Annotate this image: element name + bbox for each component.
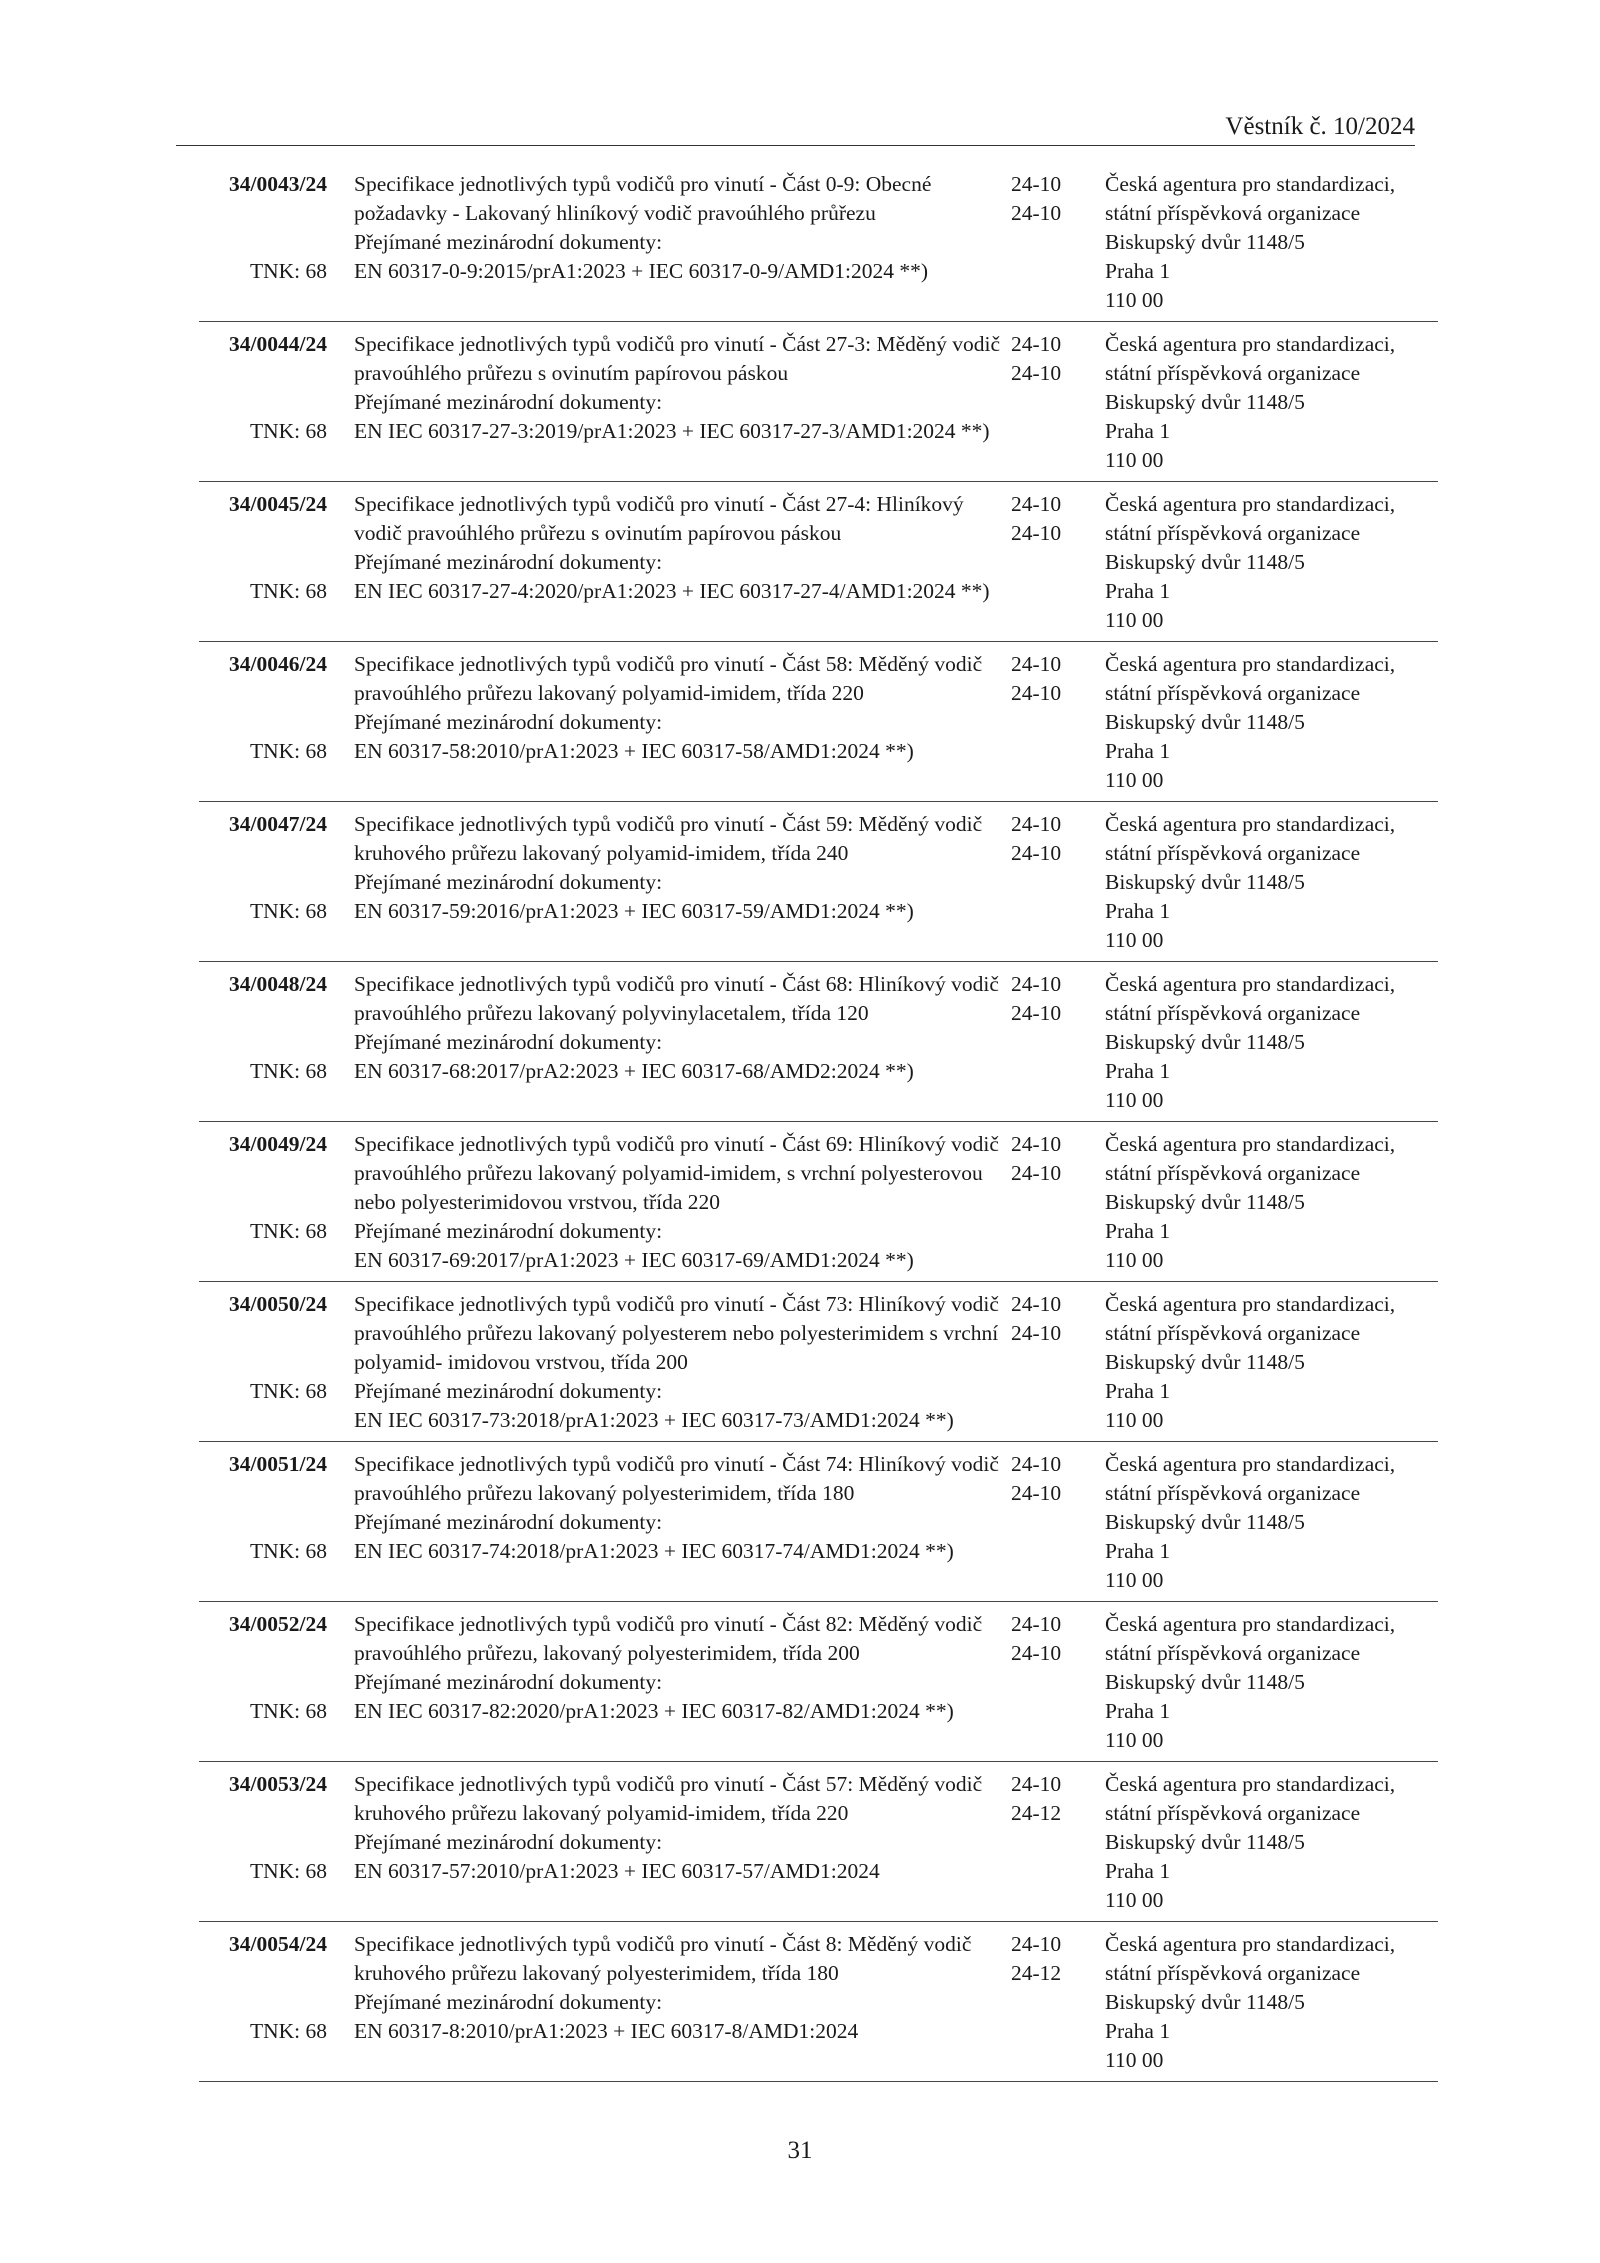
entry-number: 34/0053/24 [229,1772,327,1796]
org-line: Praha 1 [1105,1219,1171,1243]
org-line: Biskupský dvůr 1148/5 [1105,1030,1305,1054]
entry-docs-label: Přejímané mezinárodní dokumenty: [354,230,663,254]
entry-docs: EN IEC 60317-73:2018/prA1:2023 + IEC 60317-73/AMD1:2024 **) [354,1408,954,1432]
entry-docs: EN 60317-58:2010/prA1:2023 + IEC 60317-58/AMD1:2024 **) [354,739,914,763]
entry-tnk: TNK: 68 [249,579,327,603]
org-line: 110 00 [1105,1888,1164,1912]
org-line: 110 00 [1105,928,1164,952]
entry-title: Specifikace jednotlivých typů vodičů pro vinutí - Část 82: Měděný vodič pravoúhlého průřezu, lakovaný polyesterimidem, třída 200 [354,1612,983,1665]
entry-id-cell [199,1770,327,1883]
entry-date-1: 24-10 [1011,1772,1062,1796]
entry-number: 34/0044/24 [229,332,327,356]
entry-date-1: 24-10 [1011,172,1062,196]
entry-row [199,1610,1438,1762]
entry-row [199,330,1438,482]
org-line: Česká agentura pro standardizaci, [1105,1612,1396,1636]
org-line: Praha 1 [1105,1859,1171,1883]
entry-number: 34/0045/24 [229,492,327,516]
entry-tnk: TNK: 68 [249,419,327,443]
entry-number: 34/0048/24 [229,972,327,996]
org-line: Praha 1 [1105,259,1171,283]
entry-title: Specifikace jednotlivých typů vodičů pro vinutí - Část 8: Měděný vodič kruhového průřezu lakovaný polyesterimidem, třída 180 [354,1932,972,1985]
entry-tnk: TNK: 68 [249,2019,327,2043]
org-line: Praha 1 [1105,419,1171,443]
org-line: státní příspěvková organizace [1105,1641,1361,1665]
org-line: 110 00 [1105,1248,1164,1272]
entry-docs: EN 60317-69:2017/prA1:2023 + IEC 60317-69/AMD1:2024 **) [354,1248,914,1272]
entry-title-cell [354,330,1009,446]
entry-title: Specifikace jednotlivých typů vodičů pro vinutí - Část 69: Hliníkový vodič pravoúhlého průřezu lakovaný polyamid-imidem, s vrchní polyesterovou nebo polyesterimidovou vrstvou, třída 220 [354,1132,999,1214]
entry-docs-label: Přejímané mezinárodní dokumenty: [354,1510,663,1534]
entry-date-1: 24-10 [1011,1932,1062,1956]
entry-row [199,170,1438,322]
entry-title-cell [354,170,1009,286]
org-line: 110 00 [1105,1088,1164,1112]
org-line: státní příspěvková organizace [1105,1801,1361,1825]
entry-number: 34/0050/24 [229,1292,327,1316]
entry-id-cell [199,170,327,283]
entry-tnk: TNK: 68 [249,1059,327,1083]
entry-docs-label: Přejímané mezinárodní dokumenty: [354,1219,663,1243]
entry-docs: EN 60317-8:2010/prA1:2023 + IEC 60317-8/AMD1:2024 [354,2019,859,2043]
entry-title: Specifikace jednotlivých typů vodičů pro vinutí - Část 59: Měděný vodič kruhového průřezu lakovaný polyamid-imidem, třída 240 [354,812,983,865]
entry-date-1: 24-10 [1011,1452,1062,1476]
entry-date-1: 24-10 [1011,812,1062,836]
entry-date-2: 24-10 [1011,841,1062,865]
org-line: Praha 1 [1105,579,1171,603]
entry-number: 34/0049/24 [229,1132,327,1156]
entry-id-cell [199,1130,327,1243]
org-line: Biskupský dvůr 1148/5 [1105,230,1305,254]
entry-date-1: 24-10 [1011,652,1062,676]
entry-row [199,650,1438,802]
entry-date-2: 24-12 [1011,1801,1062,1825]
entry-docs: EN IEC 60317-74:2018/prA1:2023 + IEC 60317-74/AMD1:2024 **) [354,1539,954,1563]
org-line: Biskupský dvůr 1148/5 [1105,1350,1305,1374]
entry-dates [1011,970,1081,1028]
org-line: Česká agentura pro standardizaci, [1105,1132,1396,1156]
entry-docs-label: Přejímané mezinárodní dokumenty: [354,390,663,414]
entry-title-cell [354,1770,1009,1886]
entry-docs-label: Přejímané mezinárodní dokumenty: [354,1670,663,1694]
page-header: Věstník č. 10/2024 [1225,113,1415,140]
org-line: státní příspěvková organizace [1105,1161,1361,1185]
entry-id-cell [199,1610,327,1723]
entry-dates [1011,1610,1081,1668]
entry-docs-label: Přejímané mezinárodní dokumenty: [354,1830,663,1854]
org-line: Biskupský dvůr 1148/5 [1105,1830,1305,1854]
entry-tnk: TNK: 68 [249,1859,327,1883]
org-line: Česká agentura pro standardizaci, [1105,972,1396,996]
entry-title-cell [354,1450,1009,1566]
entry-organization [1105,330,1445,475]
org-line: Biskupský dvůr 1148/5 [1105,710,1305,734]
entry-title-cell [354,650,1009,766]
entry-number: 34/0046/24 [229,652,327,676]
entry-tnk: TNK: 68 [249,1539,327,1563]
entry-dates [1011,490,1081,548]
entry-date-2: 24-10 [1011,1001,1062,1025]
org-line: Praha 1 [1105,1379,1171,1403]
entry-number: 34/0054/24 [229,1932,327,1956]
entry-date-1: 24-10 [1011,1132,1062,1156]
entry-row [199,1130,1438,1282]
entry-docs: EN IEC 60317-27-4:2020/prA1:2023 + IEC 60317-27-4/AMD1:2024 **) [354,579,990,603]
entry-docs: EN 60317-68:2017/prA2:2023 + IEC 60317-68/AMD2:2024 **) [354,1059,914,1083]
entry-title: Specifikace jednotlivých typů vodičů pro vinutí - Část 58: Měděný vodič pravoúhlého průřezu lakovaný polyamid-imidem, třída 220 [354,652,983,705]
entry-row [199,1770,1438,1922]
entry-organization [1105,810,1445,955]
entry-dates [1011,1130,1081,1188]
org-line: Česká agentura pro standardizaci, [1105,332,1396,356]
entry-date-2: 24-10 [1011,1481,1062,1505]
entry-date-1: 24-10 [1011,1612,1062,1636]
org-line: 110 00 [1105,2048,1164,2072]
entry-row [199,1450,1438,1602]
org-line: Praha 1 [1105,2019,1171,2043]
org-line: Biskupský dvůr 1148/5 [1105,1670,1305,1694]
entry-tnk: TNK: 68 [249,739,327,763]
org-line: 110 00 [1105,608,1164,632]
entry-docs: EN 60317-0-9:2015/prA1:2023 + IEC 60317-0-9/AMD1:2024 **) [354,259,929,283]
entry-title: Specifikace jednotlivých typů vodičů pro vinutí - Část 68: Hliníkový vodič pravoúhlého průřezu lakovaný polyvinylacetalem, třída 120 [354,972,999,1025]
entry-id-cell [199,1930,327,2043]
entry-date-1: 24-10 [1011,332,1062,356]
org-line: státní příspěvková organizace [1105,1321,1361,1345]
entry-organization [1105,1290,1445,1435]
org-line: Česká agentura pro standardizaci, [1105,652,1396,676]
entry-docs-label: Přejímané mezinárodní dokumenty: [354,550,663,574]
entry-date-2: 24-10 [1011,201,1062,225]
org-line: státní příspěvková organizace [1105,1961,1361,1985]
org-line: 110 00 [1105,1728,1164,1752]
entry-date-1: 24-10 [1011,972,1062,996]
entry-title-cell [354,810,1009,926]
entry-docs: EN 60317-59:2016/prA1:2023 + IEC 60317-59/AMD1:2024 **) [354,899,914,923]
org-line: 110 00 [1105,448,1164,472]
entry-tnk: TNK: 68 [249,259,327,283]
org-line: Biskupský dvůr 1148/5 [1105,1190,1305,1214]
entry-id-cell [199,1450,327,1563]
entry-docs-label: Přejímané mezinárodní dokumenty: [354,1379,663,1403]
entry-organization [1105,650,1445,795]
entry-docs: EN IEC 60317-27-3:2019/prA1:2023 + IEC 60317-27-3/AMD1:2024 **) [354,419,990,443]
entry-row [199,490,1438,642]
entry-number: 34/0043/24 [229,172,327,196]
entry-id-cell [199,330,327,443]
entry-docs-label: Přejímané mezinárodní dokumenty: [354,1990,663,2014]
org-line: Praha 1 [1105,739,1171,763]
entry-title: Specifikace jednotlivých typů vodičů pro vinutí - Část 73: Hliníkový vodič pravoúhlého průřezu lakovaný polyesterem nebo polyesterimidem s vrchní polyamid- imidovou vrstvou, třída 200 [354,1292,999,1374]
entry-docs-label: Přejímané mezinárodní dokumenty: [354,870,663,894]
entry-number: 34/0047/24 [229,812,327,836]
entry-id-cell [199,970,327,1083]
org-line: Česká agentura pro standardizaci, [1105,492,1396,516]
entry-dates [1011,810,1081,868]
org-line: 110 00 [1105,768,1164,792]
org-line: státní příspěvková organizace [1105,361,1361,385]
entry-docs-label: Přejímané mezinárodní dokumenty: [354,710,663,734]
org-line: 110 00 [1105,288,1164,312]
org-line: Česká agentura pro standardizaci, [1105,172,1396,196]
entry-tnk: TNK: 68 [249,1219,327,1243]
entry-id-cell [199,810,327,923]
entry-id-cell [199,1290,327,1403]
entry-tnk: TNK: 68 [249,899,327,923]
entry-organization [1105,1610,1445,1755]
entry-tnk: TNK: 68 [249,1699,327,1723]
entry-date-2: 24-10 [1011,681,1062,705]
entry-list [199,170,1438,2090]
org-line: Česká agentura pro standardizaci, [1105,1932,1396,1956]
entry-dates [1011,170,1081,228]
org-line: státní příspěvková organizace [1105,521,1361,545]
entry-organization [1105,1930,1445,2075]
org-line: státní příspěvková organizace [1105,841,1361,865]
entry-title: Specifikace jednotlivých typů vodičů pro vinutí - Část 57: Měděný vodič kruhového průřezu lakovaný polyamid-imidem, třída 220 [354,1772,983,1825]
org-line: státní příspěvková organizace [1105,201,1361,225]
entry-docs: EN IEC 60317-82:2020/prA1:2023 + IEC 60317-82/AMD1:2024 **) [354,1699,954,1723]
entry-docs: EN 60317-57:2010/prA1:2023 + IEC 60317-57/AMD1:2024 [354,1859,880,1883]
org-line: Biskupský dvůr 1148/5 [1105,870,1305,894]
org-line: Biskupský dvůr 1148/5 [1105,1990,1305,2014]
entry-number: 34/0052/24 [229,1612,327,1636]
entry-date-2: 24-10 [1011,1321,1062,1345]
entry-organization [1105,1130,1445,1275]
org-line: Česká agentura pro standardizaci, [1105,1452,1396,1476]
entry-title: Specifikace jednotlivých typů vodičů pro vinutí - Část 0-9: Obecné požadavky - Lakovaný hliníkový vodič pravoúhlého průřezu [354,172,932,225]
entry-date-1: 24-10 [1011,1292,1062,1316]
entry-title-cell [354,490,1009,606]
entry-date-1: 24-10 [1011,492,1062,516]
entry-dates [1011,1290,1081,1348]
entry-date-2: 24-12 [1011,1961,1062,1985]
org-line: 110 00 [1105,1408,1164,1432]
page-number: 31 [787,2137,813,2164]
entry-organization [1105,1770,1445,1915]
entry-title-cell [354,970,1009,1086]
org-line: Biskupský dvůr 1148/5 [1105,1510,1305,1534]
entry-date-2: 24-10 [1011,1641,1062,1665]
entry-date-2: 24-10 [1011,1161,1062,1185]
entry-date-2: 24-10 [1011,521,1062,545]
header-rule [176,145,1415,146]
entry-id-cell [199,490,327,603]
org-line: Česká agentura pro standardizaci, [1105,1292,1396,1316]
entry-id-cell [199,650,327,763]
entry-title: Specifikace jednotlivých typů vodičů pro vinutí - Část 74: Hliníkový vodič pravoúhlého průřezu lakovaný polyesterimidem, třída 180 [354,1452,999,1505]
org-line: státní příspěvková organizace [1105,1481,1361,1505]
entry-tnk: TNK: 68 [249,1379,327,1403]
org-line: Biskupský dvůr 1148/5 [1105,550,1305,574]
org-line: Česká agentura pro standardizaci, [1105,812,1396,836]
org-line: Česká agentura pro standardizaci, [1105,1772,1396,1796]
org-line: státní příspěvková organizace [1105,681,1361,705]
entry-row [199,810,1438,962]
entry-row [199,1290,1438,1442]
entry-title-cell [354,1130,1009,1275]
entry-docs-label: Přejímané mezinárodní dokumenty: [354,1030,663,1054]
org-line: Praha 1 [1105,1059,1171,1083]
entry-row [199,970,1438,1122]
entry-title-cell [354,1930,1009,2046]
entry-organization [1105,170,1445,315]
entry-number: 34/0051/24 [229,1452,327,1476]
entry-dates [1011,330,1081,388]
entry-organization [1105,970,1445,1115]
entry-title: Specifikace jednotlivých typů vodičů pro vinutí - Část 27-3: Měděný vodič pravoúhlého průřezu s ovinutím papírovou páskou [354,332,1001,385]
entry-title-cell [354,1290,1009,1435]
entry-dates [1011,1450,1081,1508]
org-line: Praha 1 [1105,1539,1171,1563]
entry-title: Specifikace jednotlivých typů vodičů pro vinutí - Část 27-4: Hliníkový vodič pravoúhlého průřezu s ovinutím papírovou páskou [354,492,964,545]
entry-dates [1011,1930,1081,1988]
entry-title-cell [354,1610,1009,1726]
entry-dates [1011,650,1081,708]
org-line: 110 00 [1105,1568,1164,1592]
entry-dates [1011,1770,1081,1828]
entry-row [199,1930,1438,2082]
entry-date-2: 24-10 [1011,361,1062,385]
org-line: Praha 1 [1105,1699,1171,1723]
org-line: státní příspěvková organizace [1105,1001,1361,1025]
entry-organization [1105,490,1445,635]
org-line: Biskupský dvůr 1148/5 [1105,390,1305,414]
org-line: Praha 1 [1105,899,1171,923]
entry-organization [1105,1450,1445,1595]
